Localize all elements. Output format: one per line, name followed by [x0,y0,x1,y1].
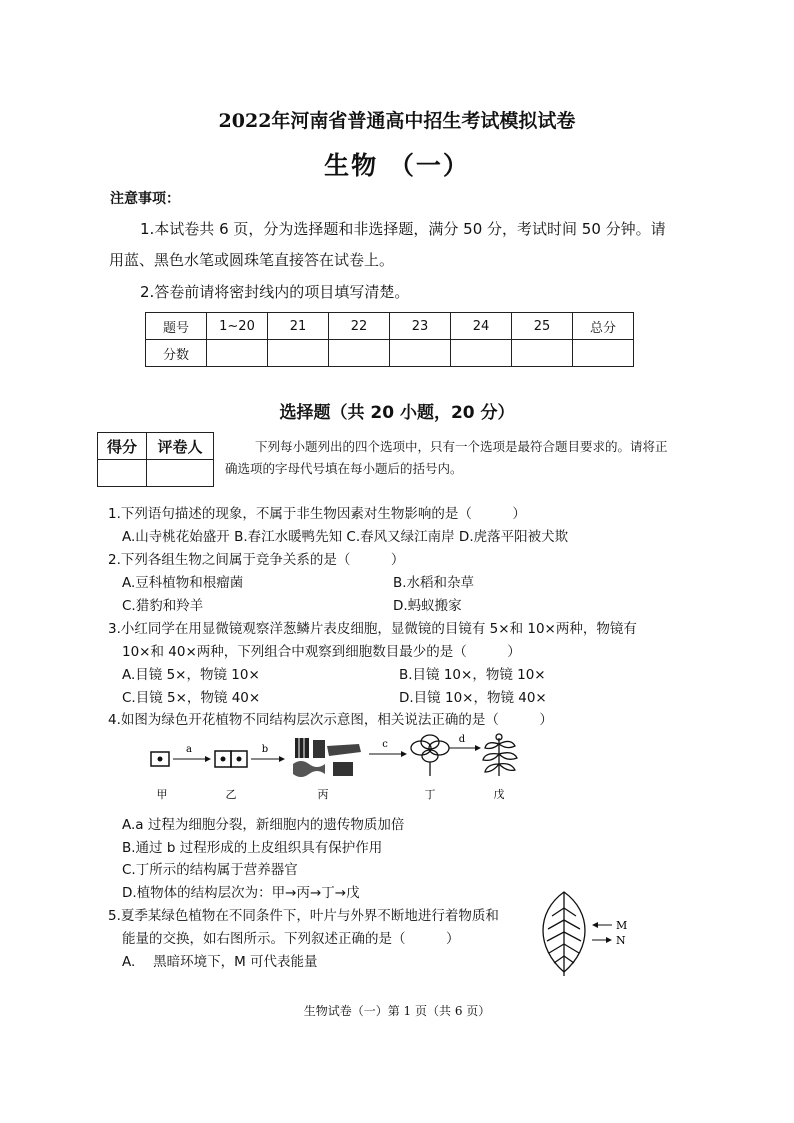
note-item-1-line-1: 1.本试卷共 6 页，分为选择题和非选择题，满分 50 分，考试时间 50 分钟。请 [140,220,666,238]
question-4-option-c: C.丁所示的结构属于营养器官 [122,862,298,878]
caption-wu: 戊 [493,788,505,801]
arrow-label-d: d [458,734,466,745]
score-header-cell: 总分 [573,313,634,340]
arrow-a-head [205,756,211,762]
subject-title: 生物 （一） [324,151,470,180]
score-header-cell: 25 [512,313,573,340]
question-2-option-a: A.豆科植物和根瘤菌 [122,575,244,591]
question-3-option-d: D.目镜 10×，物镜 40× [399,690,547,706]
arrow-label-b: b [261,744,269,755]
leaf-icon [543,892,585,976]
arrow-label-a: a [186,744,192,755]
cell-icon [151,752,169,766]
exam-title: 2022年河南省普通高中招生考试模拟试卷 [218,110,576,132]
question-2-stem: 2.下列各组生物之间属于竞争关系的是（ ） [108,552,405,568]
plant-icon [483,734,517,776]
arrow-n-head [606,937,612,943]
score-cell [268,340,329,367]
dividing-cells-icon [215,751,247,767]
question-4-option-b: B.通过 b 过程形成的上皮组织具有保护作用 [122,840,383,856]
grade-box-grader-cell [147,460,214,487]
grade-box-score-label: 得分 [98,433,147,460]
arrow-label-c: c [382,739,388,750]
score-cell [207,340,268,367]
arrow-b-head [279,756,285,762]
score-header-cell: 22 [329,313,390,340]
question-2-option-b: B.水稻和杂草 [393,575,475,591]
notes-heading: 注意事项： [110,191,180,207]
score-header-cell: 23 [390,313,451,340]
grade-box [97,432,214,487]
question-5-option-a: A. 黑暗环境下，M 可代表能量 [122,954,318,970]
note-item-2: 2.答卷前请将密封线内的项目填写清楚。 [140,283,410,301]
caption-ding: 丁 [424,788,436,801]
arrow-m-head [592,922,598,928]
score-cell [329,340,390,367]
section-title: 选择题（共 20 小题，20 分） [279,403,515,423]
score-header-cell: 题号 [146,313,207,340]
flower-icon [411,735,449,776]
score-cell [573,340,634,367]
question-4-option-a: A.a 过程为细胞分裂，新细胞内的遗传物质加倍 [122,817,405,833]
arrow-c-head [401,751,407,757]
question-4-stem: 4.如图为绿色开花植物不同结构层次示意图，相关说法正确的是（ ） [108,712,553,728]
score-cell [512,340,573,367]
question-2-option-c: C.猎豹和羚羊 [122,598,204,614]
score-table-header-row [146,313,634,340]
score-header-cell: 1~20 [207,313,268,340]
grade-box-score-cell [98,460,147,487]
score-header-cell: 24 [451,313,512,340]
section-instruction: 下列每小题列出的四个选项中，只有一个选项是最符合题目要求的。请将正确选项的字母代号填在每小题后的括号内。 [225,439,668,476]
score-cell [451,340,512,367]
question-3-stem-line-2: 10×和 40×两种，下列组合中观察到细胞数目最少的是（ ） [122,644,521,660]
score-cell [390,340,451,367]
score-header-cell: 21 [268,313,329,340]
label-m: M [616,919,628,932]
question-1-options: A.山寺桃花始盛开 B.春江水暖鸭先知 C.春风又绿江南岸 D.虎落平阳被犬欺 [122,529,569,545]
question-3-stem-line-1: 3.小红同学在用显微镜观察洋葱鳞片表皮细胞，显微镜的目镜有 5×和 10×两种，物镜有 [108,621,637,637]
leaf-diagram [530,888,650,978]
question-4-option-d: D.植物体的结构层次为：甲→丙→丁→戊 [122,885,360,901]
score-row-label: 分数 [146,340,207,367]
grade-box-grader-label: 评卷人 [147,433,214,460]
caption-jia: 甲 [156,788,168,801]
caption-yi: 乙 [225,788,237,801]
caption-bing: 丙 [317,788,329,801]
tissue-icon [293,738,361,777]
question-3-option-c: C.目镜 5×，物镜 40× [122,690,261,706]
arrow-d-head [475,745,481,751]
score-table-score-row [146,340,634,367]
page-footer: 生物试卷（一）第 1 页（共 6 页） [303,1004,491,1018]
label-n: N [616,934,626,947]
question-5-stem-line-2: 能量的交换，如右图所示。下列叙述正确的是（ ） [122,931,460,947]
question-1-stem: 1.下列语句描述的现象，不属于非生物因素对生物影响的是（ ） [108,506,526,522]
question-5-stem-line-1: 5.夏季某绿色植物在不同条件下，叶片与外界不断地进行着物质和 [108,908,499,924]
question-3-option-b: B.目镜 10×，物镜 10× [399,667,546,683]
note-item-1-line-2: 用蓝、黑色水笔或圆珠笔直接答在试卷上。 [109,251,395,269]
question-2-option-d: D.蚂蚁搬家 [393,598,462,614]
score-table [145,312,634,367]
plant-structure-diagram [145,732,525,804]
question-3-option-a: A.目镜 5×，物镜 10× [122,667,260,683]
